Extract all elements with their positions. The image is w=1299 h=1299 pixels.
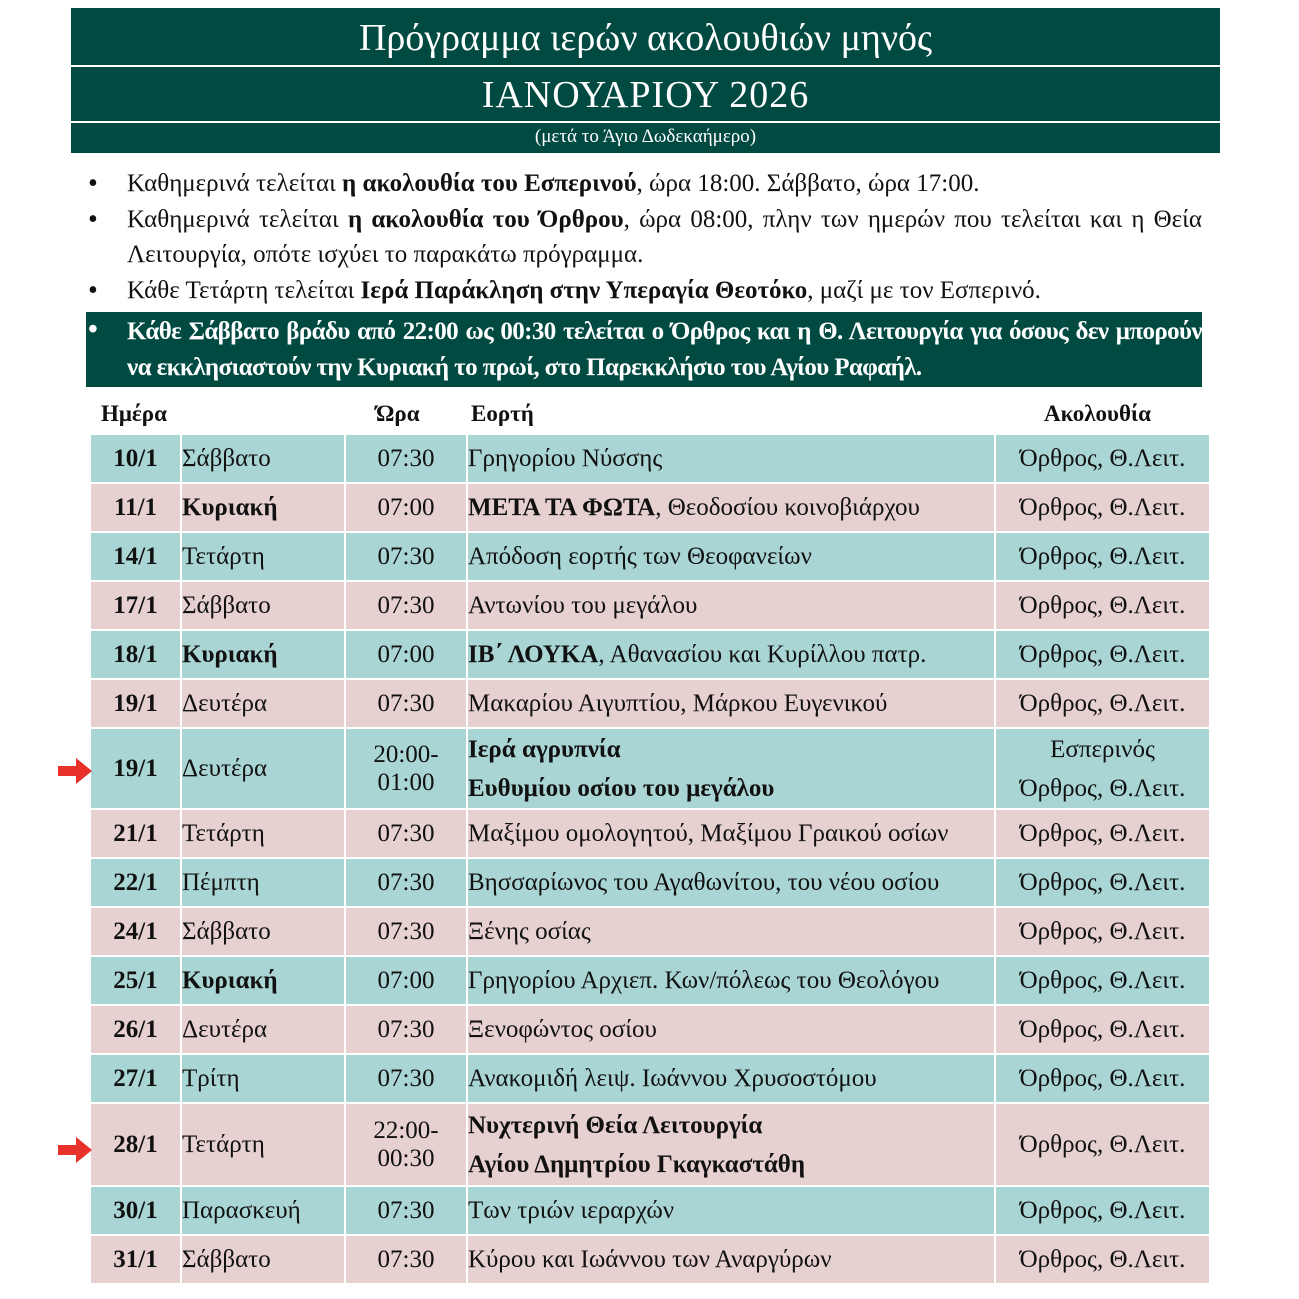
row-date: 11/1 (90, 483, 181, 532)
row-day: Παρασκευή (181, 1186, 345, 1235)
page-title: Πρόγραμμα ιερών ακολουθιών μηνός (71, 8, 1220, 65)
table-row (90, 858, 1210, 907)
table-row (90, 532, 1210, 581)
row-time: 07:30 (345, 434, 467, 483)
row-date: 21/1 (90, 809, 181, 858)
row-service: Όρθρος, Θ.Λειτ. (995, 956, 1210, 1005)
table-row (90, 679, 1210, 728)
row-date: 24/1 (90, 907, 181, 956)
row-time: 07:30 (345, 1005, 467, 1054)
table-row (90, 630, 1210, 679)
row-date: 14/1 (90, 532, 181, 581)
row-service: Όρθρος, Θ.Λειτ. (995, 1235, 1210, 1284)
row-feast: Ανακομιδή λειψ. Ιωάννου Χρυσοστόμου (467, 1054, 995, 1103)
row-service: Όρθρος, Θ.Λειτ. (995, 907, 1210, 956)
row-day: Κυριακή (181, 956, 345, 1005)
table-row (90, 809, 1210, 858)
row-day: Κυριακή (181, 630, 345, 679)
row-time: 07:30 (345, 581, 467, 630)
row-day: Τρίτη (181, 1054, 345, 1103)
row-date: 10/1 (90, 434, 181, 483)
schedule-table (89, 433, 1211, 1285)
row-time: 07:30 (345, 809, 467, 858)
row-feast: ΙΒ΄ ΛΟΥΚΑ, Αθανασίου και Κυρίλλου πατρ. (467, 630, 995, 679)
row-day: Τετάρτη (181, 1103, 345, 1186)
row-service: Όρθρος, Θ.Λειτ. (995, 1005, 1210, 1054)
row-day: Δευτέρα (181, 679, 345, 728)
table-row (90, 434, 1210, 483)
row-date: 26/1 (90, 1005, 181, 1054)
row-feast: ΜΕΤΑ ΤΑ ΦΩΤΑ, Θεοδοσίου κοινοβιάρχου (467, 483, 995, 532)
header-time: Ώρα (376, 401, 420, 426)
row-date: 28/1 (90, 1103, 181, 1186)
row-day: Σάββατο (181, 581, 345, 630)
row-feast: Των τριών ιεραρχών (467, 1186, 995, 1235)
row-date: 25/1 (90, 956, 181, 1005)
row-date: 17/1 (90, 581, 181, 630)
arrow-right-icon (58, 758, 92, 784)
row-feast: Ιερά αγρυπνία Ευθυμίου οσίου του μεγάλου (467, 728, 995, 809)
row-time: 07:00 (345, 483, 467, 532)
row-time: 07:30 (345, 1186, 467, 1235)
table-header (86, 396, 1211, 432)
row-feast: Γρηγορίου Νύσσης (467, 434, 995, 483)
row-feast: Αντωνίου του μεγάλου (467, 581, 995, 630)
table-row (90, 1235, 1210, 1284)
row-service: Όρθρος, Θ.Λειτ. (995, 630, 1210, 679)
row-feast: Απόδοση εορτής των Θεοφανείων (467, 532, 995, 581)
row-day: Τετάρτη (181, 809, 345, 858)
row-time: 07:30 (345, 1235, 467, 1284)
row-day: Κυριακή (181, 483, 345, 532)
notice-list (86, 166, 1202, 387)
notice-paraklesis: • Κάθε Τετάρτη τελείται Ιερά Παράκληση στην Υπεραγία Θεοτόκο, μαζί με τον Εσπερινό. (86, 273, 1202, 309)
row-date: 30/1 (90, 1186, 181, 1235)
row-service: Όρθρος, Θ.Λειτ. (995, 679, 1210, 728)
row-service: Όρθρος, Θ.Λειτ. (995, 532, 1210, 581)
row-time: 20:00- 01:00 (345, 728, 467, 809)
row-feast: Βησσαρίωνος του Αγαθωνίτου, του νέου οσίου (467, 858, 995, 907)
row-date: 19/1 (90, 679, 181, 728)
notice-matins: • Καθημερινά τελείται η ακολουθία του Όρθρου, ώρα 08:00, πλην των ημερών που τελείται και η Θεία Λειτουργία, οπότε ισχύει το παρακάτω πρόγραμμα. (86, 202, 1202, 273)
table-row (90, 483, 1210, 532)
row-time: 07:00 (345, 956, 467, 1005)
row-date: 18/1 (90, 630, 181, 679)
row-service: Όρθρος, Θ.Λειτ. (995, 809, 1210, 858)
row-service: Όρθρος, Θ.Λειτ. (995, 858, 1210, 907)
row-service: Όρθρος, Θ.Λειτ. (995, 1186, 1210, 1235)
header-feast: Εορτή (471, 401, 534, 426)
table-row (90, 1054, 1210, 1103)
row-feast: Μακαρίου Αιγυπτίου, Μάρκου Ευγενικού (467, 679, 995, 728)
row-day: Σάββατο (181, 1235, 345, 1284)
row-service: Όρθρος, Θ.Λειτ. (995, 483, 1210, 532)
arrow-right-icon (58, 1137, 92, 1163)
row-service: Όρθρος, Θ.Λειτ. (995, 581, 1210, 630)
row-time: 07:30 (345, 907, 467, 956)
table-row (90, 1005, 1210, 1054)
row-time: 07:00 (345, 630, 467, 679)
row-day: Δευτέρα (181, 1005, 345, 1054)
row-day: Σάββατο (181, 434, 345, 483)
notice-vespers: • Καθημερινά τελείται η ακολουθία του Εσπερινού, ώρα 18:00. Σάββατο, ώρα 17:00. (86, 166, 1202, 202)
page-subtitle: (μετά το Άγιο Δωδεκαήμερο) (71, 123, 1220, 153)
row-service: Εσπερινός Όρθρος, Θ.Λειτ. (995, 728, 1210, 809)
row-feast: Ξένης οσίας (467, 907, 995, 956)
table-row (90, 956, 1210, 1005)
row-time: 07:30 (345, 532, 467, 581)
table-row (90, 1103, 1210, 1186)
row-date: 19/1 (90, 728, 181, 809)
row-day: Πέμπτη (181, 858, 345, 907)
row-day: Δευτέρα (181, 728, 345, 809)
row-service: Όρθρος, Θ.Λειτ. (995, 1054, 1210, 1103)
row-date: 31/1 (90, 1235, 181, 1284)
row-service: Όρθρος, Θ.Λειτ. (995, 1103, 1210, 1186)
table-row (90, 581, 1210, 630)
row-feast: Κύρου και Ιωάννου των Αναργύρων (467, 1235, 995, 1284)
row-date: 22/1 (90, 858, 181, 907)
row-date: 27/1 (90, 1054, 181, 1103)
row-feast: Νυχτερινή Θεία Λειτουργία Αγίου Δημητρίου Γκαγκαστάθη (467, 1103, 995, 1186)
row-time: 07:30 (345, 1054, 467, 1103)
row-feast: Γρηγορίου Αρχιεπ. Κων/πόλεως του Θεολόγου (467, 956, 995, 1005)
row-time: 07:30 (345, 679, 467, 728)
row-day: Σάββατο (181, 907, 345, 956)
row-time: 22:00- 00:30 (345, 1103, 467, 1186)
row-day: Τετάρτη (181, 532, 345, 581)
header-service: Ακολουθία (1044, 401, 1151, 426)
table-row (90, 1186, 1210, 1235)
row-feast: Ξενοφώντος οσίου (467, 1005, 995, 1054)
header-day: Ημέρα (101, 401, 167, 426)
table-row (90, 728, 1210, 809)
row-time: 07:30 (345, 858, 467, 907)
table-row (90, 907, 1210, 956)
row-service: Όρθρος, Θ.Λειτ. (995, 434, 1210, 483)
notice-saturday-night: • Κάθε Σάββατο βράδυ από 22:00 ως 00:30 τελείται ο Όρθρος και η Θ. Λειτουργία για όσους δεν μπορούν να εκκλησιαστούν την Κυριακή το πρωί, στο Παρεκκλήσιο του Αγίου Ραφαήλ. (86, 312, 1202, 387)
row-feast: Μαξίμου ομολογητού, Μαξίμου Γραικού οσίων (467, 809, 995, 858)
month-title: ΙΑΝΟΥΑΡΙΟΥ 2026 (71, 67, 1220, 121)
